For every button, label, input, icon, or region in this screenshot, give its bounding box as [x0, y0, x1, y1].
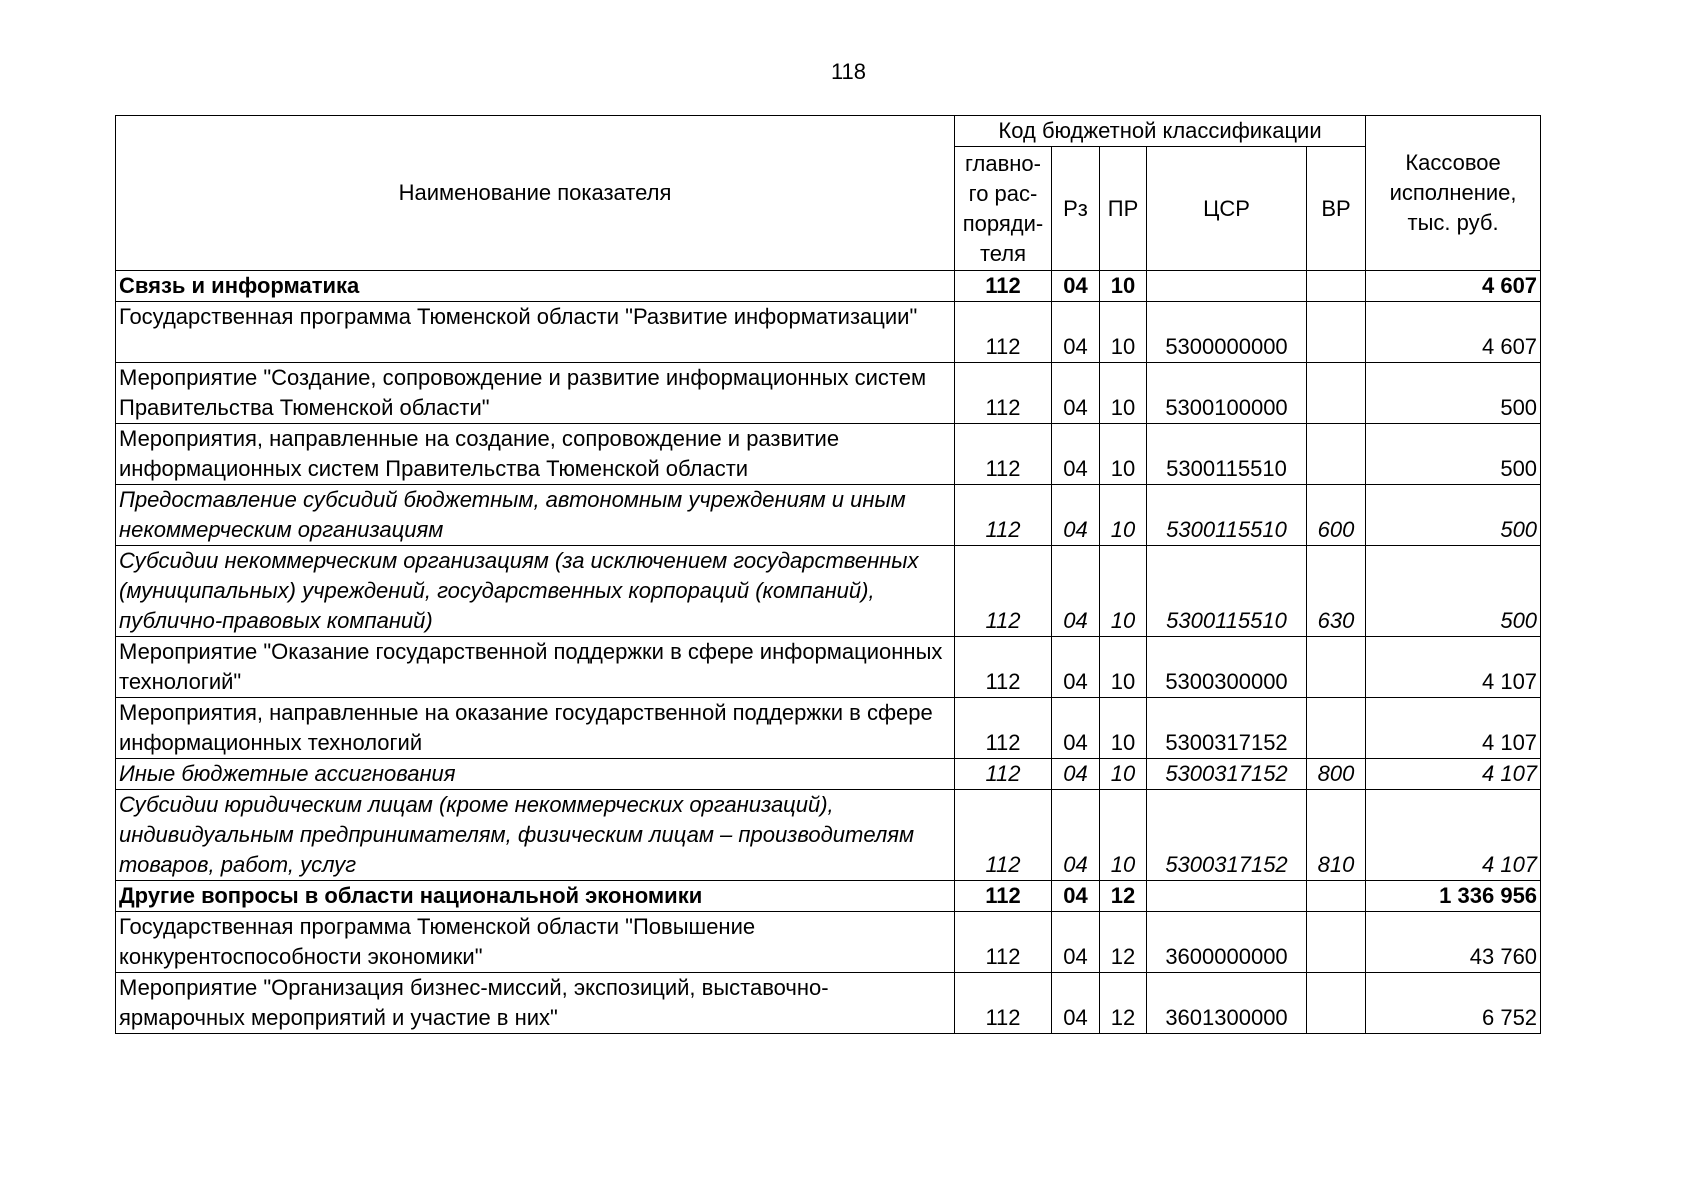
cell-grbs: 112 — [955, 546, 1052, 637]
cell-grbs: 112 — [955, 424, 1052, 485]
cell-rz: 04 — [1052, 912, 1100, 973]
cell-pr: 10 — [1100, 759, 1147, 790]
cell-amount: 4 607 — [1366, 271, 1541, 302]
cell-name: Государственная программа Тюменской области "Развитие информатизации" — [116, 302, 955, 363]
cell-grbs: 112 — [955, 485, 1052, 546]
cell-name: Мероприятия, направленные на создание, сопровождение и развитие информационных систем Правительства Тюменской области — [116, 424, 955, 485]
header-grbs: главно-го рас-поряди-теля — [955, 147, 1052, 271]
cell-rz: 04 — [1052, 790, 1100, 881]
cell-pr: 10 — [1100, 302, 1147, 363]
cell-name: Иные бюджетные ассигнования — [116, 759, 955, 790]
cell-grbs: 112 — [955, 790, 1052, 881]
header-pr: ПР — [1100, 147, 1147, 271]
cell-pr: 10 — [1100, 790, 1147, 881]
cell-grbs: 112 — [955, 363, 1052, 424]
cell-rz: 04 — [1052, 698, 1100, 759]
cell-pr: 10 — [1100, 698, 1147, 759]
table-row — [116, 424, 1541, 485]
cell-vr — [1307, 698, 1366, 759]
cell-name: Субсидии некоммерческим организациям (за исключением государственных (муниципальных) учреждений, государственных корпораций (компаний), публично-правовых компаний) — [116, 546, 955, 637]
cell-vr — [1307, 424, 1366, 485]
cell-csr: 3600000000 — [1147, 912, 1307, 973]
cell-csr: 5300317152 — [1147, 759, 1307, 790]
cell-grbs: 112 — [955, 271, 1052, 302]
table-row — [116, 485, 1541, 546]
header-csr: ЦСР — [1147, 147, 1307, 271]
cell-grbs: 112 — [955, 698, 1052, 759]
table-body — [116, 271, 1541, 1034]
cell-name: Мероприятие "Оказание государственной поддержки в сфере информационных технологий" — [116, 637, 955, 698]
cell-csr: 5300000000 — [1147, 302, 1307, 363]
cell-vr — [1307, 271, 1366, 302]
cell-csr: 5300317152 — [1147, 790, 1307, 881]
cell-pr: 10 — [1100, 485, 1147, 546]
cell-name: Связь и информатика — [116, 271, 955, 302]
header-rz: Рз — [1052, 147, 1100, 271]
cell-rz: 04 — [1052, 302, 1100, 363]
cell-rz: 04 — [1052, 759, 1100, 790]
cell-amount: 500 — [1366, 363, 1541, 424]
cell-amount: 4 107 — [1366, 759, 1541, 790]
cell-amount: 6 752 — [1366, 973, 1541, 1034]
cell-amount: 43 760 — [1366, 912, 1541, 973]
cell-grbs: 112 — [955, 302, 1052, 363]
cell-grbs: 112 — [955, 912, 1052, 973]
cell-csr — [1147, 271, 1307, 302]
table-row — [116, 698, 1541, 759]
cell-amount: 4 607 — [1366, 302, 1541, 363]
cell-grbs: 112 — [955, 973, 1052, 1034]
cell-pr: 10 — [1100, 424, 1147, 485]
cell-pr: 10 — [1100, 637, 1147, 698]
table-row — [116, 302, 1541, 363]
cell-pr: 12 — [1100, 912, 1147, 973]
cell-rz: 04 — [1052, 973, 1100, 1034]
page-number: 118 — [830, 59, 867, 84]
cell-csr — [1147, 881, 1307, 912]
cell-amount: 4 107 — [1366, 637, 1541, 698]
cell-vr: 630 — [1307, 546, 1366, 637]
cell-rz: 04 — [1052, 363, 1100, 424]
header-name: Наименование показателя — [116, 116, 955, 271]
cell-name: Мероприятие "Создание, сопровождение и развитие информационных систем Правительства Тюменской области" — [116, 363, 955, 424]
cell-amount: 4 107 — [1366, 698, 1541, 759]
cell-pr: 10 — [1100, 271, 1147, 302]
table-row — [116, 790, 1541, 881]
cell-rz: 04 — [1052, 637, 1100, 698]
cell-amount: 1 336 956 — [1366, 881, 1541, 912]
cell-amount: 4 107 — [1366, 790, 1541, 881]
cell-csr: 5300115510 — [1147, 546, 1307, 637]
cell-pr: 10 — [1100, 363, 1147, 424]
cell-rz: 04 — [1052, 271, 1100, 302]
cell-name: Субсидии юридическим лицам (кроме некоммерческих организаций), индивидуальным предпринимателям, физическим лицам – производителям товаров, работ, услуг — [116, 790, 955, 881]
cell-vr — [1307, 881, 1366, 912]
cell-vr: 810 — [1307, 790, 1366, 881]
cell-name: Мероприятие "Организация бизнес-миссий, экспозиций, выставочно-ярмарочных мероприятий и участие в них" — [116, 973, 955, 1034]
table-row — [116, 881, 1541, 912]
cell-amount: 500 — [1366, 485, 1541, 546]
cell-grbs: 112 — [955, 637, 1052, 698]
cell-pr: 12 — [1100, 973, 1147, 1034]
cell-rz: 04 — [1052, 485, 1100, 546]
header-vr: ВР — [1307, 147, 1366, 271]
table-row — [116, 363, 1541, 424]
cell-name: Мероприятия, направленные на оказание государственной поддержки в сфере информационных технологий — [116, 698, 955, 759]
cell-grbs: 112 — [955, 881, 1052, 912]
cell-rz: 04 — [1052, 881, 1100, 912]
table-row — [116, 271, 1541, 302]
cell-csr: 5300300000 — [1147, 637, 1307, 698]
cell-csr: 3601300000 — [1147, 973, 1307, 1034]
cell-vr — [1307, 302, 1366, 363]
cell-name: Предоставление субсидий бюджетным, автономным учреждениям и иным некоммерческим организациям — [116, 485, 955, 546]
cell-rz: 04 — [1052, 546, 1100, 637]
cell-vr: 800 — [1307, 759, 1366, 790]
cell-vr — [1307, 363, 1366, 424]
cell-pr: 10 — [1100, 546, 1147, 637]
budget-table — [115, 115, 1541, 1034]
cell-vr: 600 — [1307, 485, 1366, 546]
header-amount: Кассовое исполнение, тыс. руб. — [1366, 116, 1541, 271]
cell-grbs: 112 — [955, 759, 1052, 790]
cell-amount: 500 — [1366, 424, 1541, 485]
table-row — [116, 637, 1541, 698]
cell-name: Другие вопросы в области национальной экономики — [116, 881, 955, 912]
header-code-group: Код бюджетной классификации — [955, 116, 1366, 147]
cell-csr: 5300100000 — [1147, 363, 1307, 424]
table-row — [116, 912, 1541, 973]
table-row — [116, 759, 1541, 790]
cell-pr: 12 — [1100, 881, 1147, 912]
cell-vr — [1307, 637, 1366, 698]
table-row — [116, 973, 1541, 1034]
table-row — [116, 546, 1541, 637]
cell-vr — [1307, 912, 1366, 973]
cell-csr: 5300317152 — [1147, 698, 1307, 759]
cell-name: Государственная программа Тюменской области "Повышение конкурентоспособности экономики" — [116, 912, 955, 973]
cell-csr: 5300115510 — [1147, 485, 1307, 546]
cell-vr — [1307, 973, 1366, 1034]
cell-rz: 04 — [1052, 424, 1100, 485]
cell-amount: 500 — [1366, 546, 1541, 637]
cell-csr: 5300115510 — [1147, 424, 1307, 485]
